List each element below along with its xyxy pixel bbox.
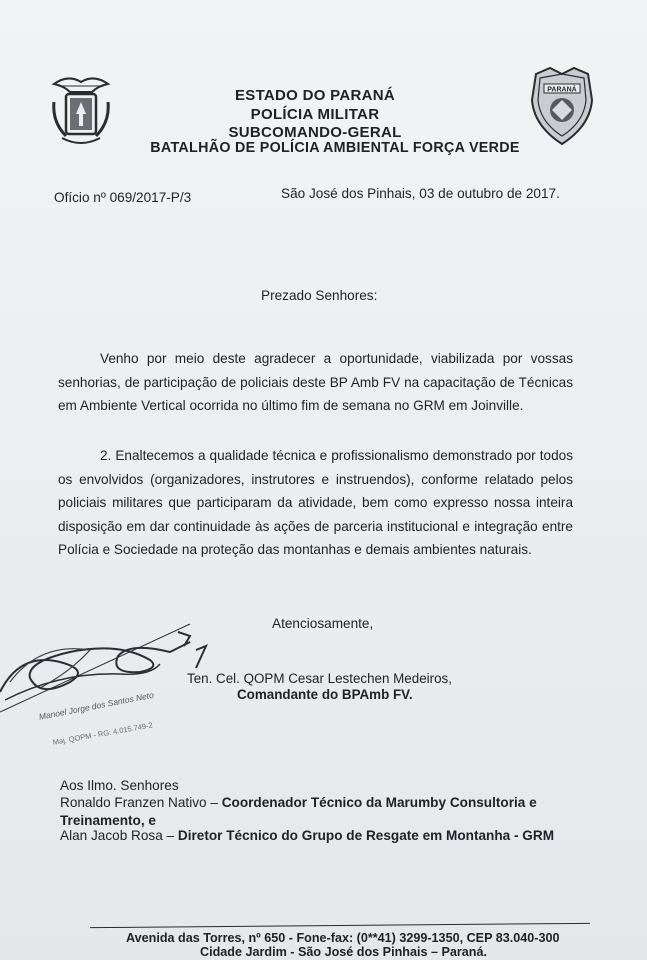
police-shield-emblem <box>528 66 596 146</box>
paragraph-1-line: em Ambiente Vertical ocorrida no último fim de semana no GRM em Joinville. <box>58 398 524 413</box>
recipient-1 <box>60 795 537 810</box>
recipient-1-role-cont: Treinamento, e <box>60 813 156 828</box>
recipient-1-name: Ronaldo Franzen Nativo – <box>60 795 218 810</box>
footer-city: Cidade Jardim - São José dos Pinhais – Paraná. <box>200 945 487 959</box>
recipients-heading: Aos Ilmo. Senhores <box>60 778 179 793</box>
office-number: Ofício nº 069/2017-P/3 <box>54 190 192 205</box>
recipient-1-role: Coordenador Técnico da Marumby Consultoria e <box>221 795 537 810</box>
coat-of-arms-emblem <box>48 72 114 150</box>
paragraph-2-line: os envolvidos (organizadores, instrutores e instruendos), conforme relatado pelos <box>58 471 573 487</box>
footer-address: Avenida das Torres, nº 650 - Fone-fax: (0**41) 3299-1350, CEP 83.040-300 <box>126 931 560 945</box>
signature-stamp-name: Manoel Jorge dos Santos Neto <box>38 689 155 722</box>
paragraph-2-line: 2. Enaltecemos a qualidade técnica e profissionalismo demonstrado por todos <box>100 448 573 463</box>
signature-stamp-rank: Maj. QOPM - RG: 4.015.749-2 <box>52 720 154 747</box>
footer-divider <box>90 923 590 928</box>
header-subcommand: SUBCOMANDO-GERAL <box>228 124 402 141</box>
recipient-2-name: Alan Jacob Rosa – <box>60 828 175 843</box>
salutation: Prezado Senhores: <box>261 288 378 303</box>
paragraph-2-line: Polícia e Sociedade na proteção das montanhas e demais ambientes naturais. <box>58 542 532 557</box>
paragraph-1-line: Venho por meio deste agradecer a oportunidade, viabilizada por vossas <box>100 351 573 366</box>
header-state: ESTADO DO PARANÁ <box>234 87 396 104</box>
paragraph-1-line: senhorias, de participação de policiais deste BP Amb FV na capacitação de Técnicas <box>58 374 573 390</box>
paragraph-2 <box>58 444 573 562</box>
paragraph-2-line: disposição em dar continuidade às ações de parceria institucional e integração entre <box>58 518 573 534</box>
header-police: POLÍCIA MILITAR <box>250 106 380 123</box>
recipient-2-role: Diretor Técnico do Grupo de Resgate em Montanha - GRM <box>177 828 555 843</box>
recipient-2 <box>60 828 554 843</box>
place-date: São José dos Pinhais, 03 de outubro de 2017. <box>281 186 560 201</box>
paragraph-1 <box>58 347 573 418</box>
signatory-role: Comandante do BPAmb FV. <box>237 687 413 702</box>
signatory-name: Ten. Cel. QOPM Cesar Lestechen Medeiros, <box>187 671 452 686</box>
closing: Atenciosamente, <box>272 616 374 631</box>
paragraph-2-line: policiais militares que participaram da atividade, bem como expresso nossa inteira <box>58 495 573 510</box>
shield-label: PARANÁ <box>547 86 577 94</box>
header-battalion: BATALHÃO DE POLÍCIA AMBIENTAL FORÇA VERDE <box>150 140 520 156</box>
